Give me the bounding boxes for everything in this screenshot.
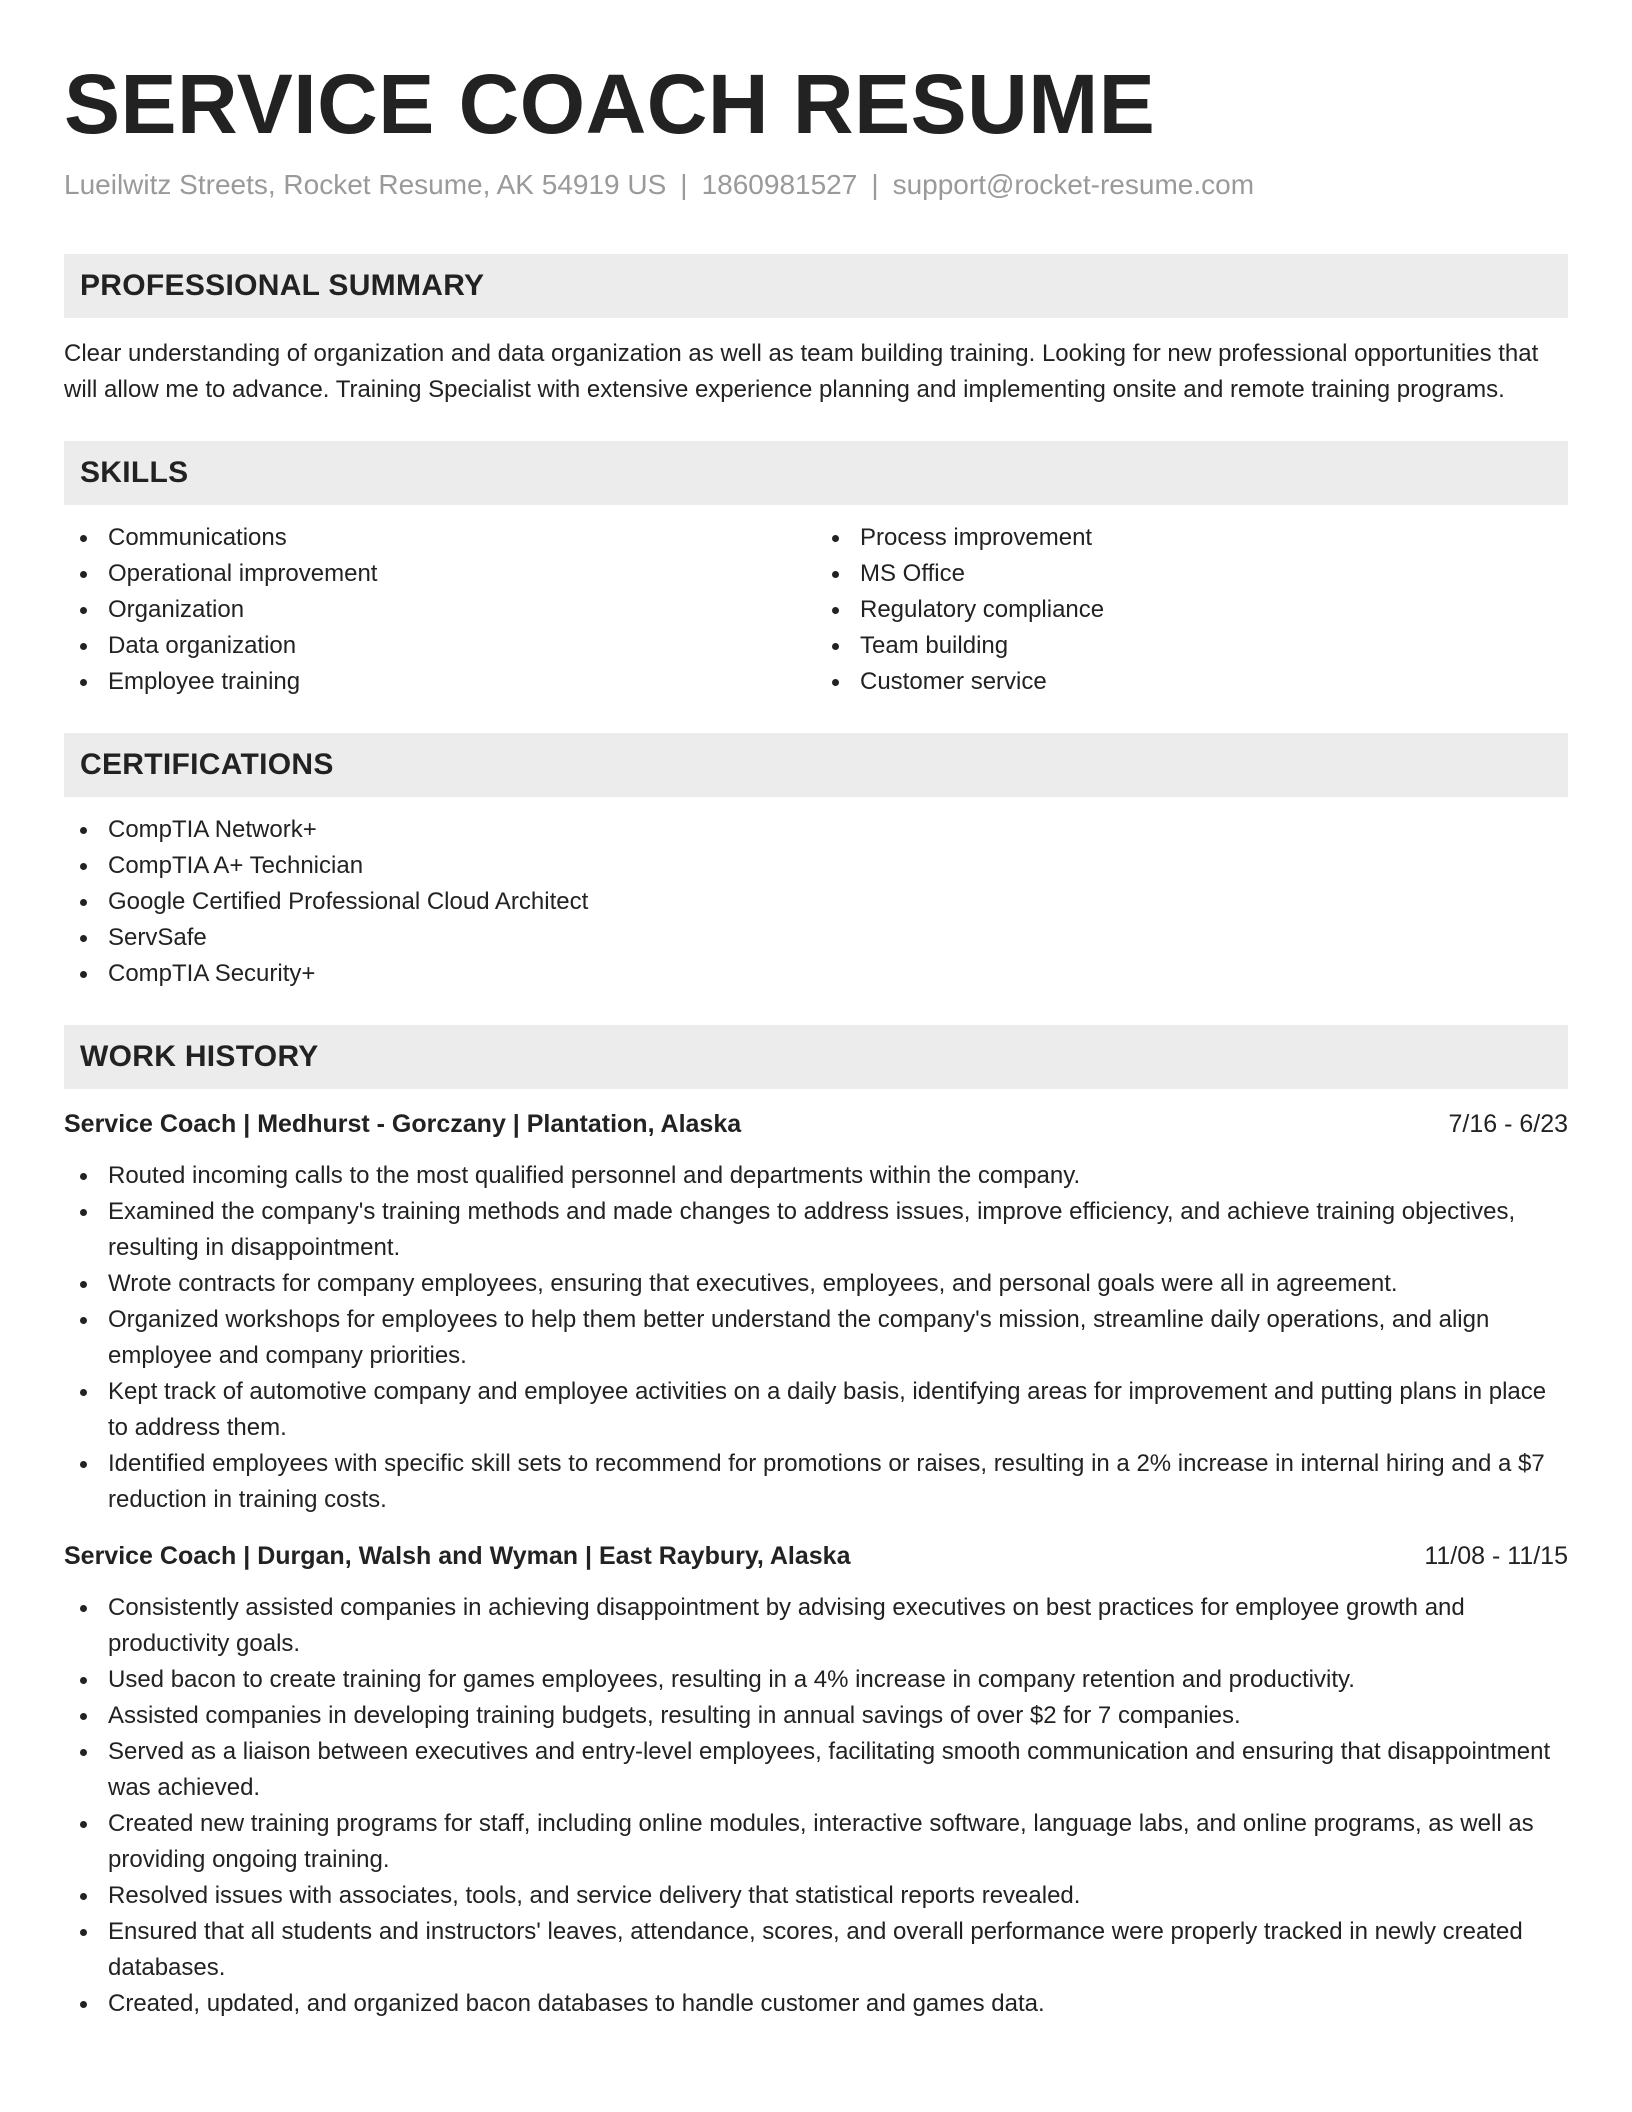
contact-separator: | <box>871 169 879 200</box>
skill-item: Operational improvement <box>64 556 816 592</box>
resume-title: SERVICE COACH RESUME <box>64 57 1156 151</box>
skill-item: Organization <box>64 592 816 628</box>
job-bullet: Organized workshops for employees to help them better understand the company's mission, streamline daily operations, and align employee and company priorities. <box>64 1302 1568 1374</box>
certifications-list <box>64 812 1568 992</box>
job-bullet: Used bacon to create training for games employees, resulting in a 4% increase in company retention and productivity. <box>64 1662 1568 1698</box>
job-bullet: Kept track of automotive company and employee activities on a daily basis, identifying areas for improvement and putting plans in place to address them. <box>64 1374 1568 1446</box>
job-bullet: Wrote contracts for company employees, ensuring that executives, employees, and personal goals were all in agreement. <box>64 1266 1568 1302</box>
certification-item: ServSafe <box>64 920 1568 956</box>
contact-address: Lueilwitz Streets, Rocket Resume, AK 54919 US <box>64 169 667 200</box>
contact-separator: | <box>680 169 688 200</box>
job-bullet: Consistently assisted companies in achieving disappointment by advising executives on best practices for employee growth and productivity goals. <box>64 1590 1568 1662</box>
contact-email: support@rocket-resume.com <box>892 169 1255 200</box>
contact-line <box>64 168 1568 202</box>
summary-text: Clear understanding of organization and data organization as well as team building training. Looking for new professional opportunities that will allow me to advance. Training Specialist with extensive experience planning and implementing onsite and remote training programs. <box>64 340 1539 403</box>
certification-item: CompTIA A+ Technician <box>64 848 1568 884</box>
skills-list-left <box>64 520 816 700</box>
job-bullet: Resolved issues with associates, tools, and service delivery that statistical reports revealed. <box>64 1878 1568 1914</box>
skill-item: Data organization <box>64 628 816 664</box>
job-bullet: Assisted companies in developing training budgets, resulting in annual savings of over $2 for 7 companies. <box>64 1698 1568 1734</box>
certification-item: CompTIA Network+ <box>64 812 1568 848</box>
skills-list-right <box>816 520 1568 700</box>
job-header <box>64 1106 1568 1142</box>
section-header-skills: SKILLS <box>64 441 1568 505</box>
skill-item: Employee training <box>64 664 816 700</box>
job-bullet: Examined the company's training methods and made changes to address issues, improve efficiency, and achieve training objectives, resulting in disappointment. <box>64 1194 1568 1266</box>
section-header-certifications: CERTIFICATIONS <box>64 733 1568 797</box>
job-header <box>64 1538 1568 1574</box>
job-bullets <box>64 1158 1568 1518</box>
job-title: Service Coach | Durgan, Walsh and Wyman | East Raybury, Alaska <box>64 1542 851 1570</box>
section-header-work-history: WORK HISTORY <box>64 1025 1568 1089</box>
contact-phone: 1860981527 <box>701 169 858 200</box>
job-bullet: Created new training programs for staff, including online modules, interactive software, language labs, and online programs, as well as providing ongoing training. <box>64 1806 1568 1878</box>
skill-item: Regulatory compliance <box>816 592 1568 628</box>
job-bullet: Served as a liaison between executives and entry-level employees, facilitating smooth communication and ensuring that disappointment was achieved. <box>64 1734 1568 1806</box>
skill-item: Customer service <box>816 664 1568 700</box>
skill-item: Team building <box>816 628 1568 664</box>
job-bullet: Created, updated, and organized bacon databases to handle customer and games data. <box>64 1986 1568 2022</box>
job-bullets <box>64 1590 1568 2022</box>
job-bullet: Routed incoming calls to the most qualified personnel and departments within the company. <box>64 1158 1568 1194</box>
skill-item: Communications <box>64 520 816 556</box>
job-title: Service Coach | Medhurst - Gorczany | Plantation, Alaska <box>64 1110 742 1138</box>
job-dates: 7/16 - 6/23 <box>1448 1110 1568 1138</box>
job-dates: 11/08 - 11/15 <box>1424 1542 1568 1570</box>
certification-item: CompTIA Security+ <box>64 956 1568 992</box>
job-bullet: Ensured that all students and instructors' leaves, attendance, scores, and overall performance were properly tracked in newly created databases. <box>64 1914 1568 1986</box>
skill-item: Process improvement <box>816 520 1568 556</box>
skills-grid <box>64 520 1568 700</box>
certification-item: Google Certified Professional Cloud Architect <box>64 884 1568 920</box>
job-bullet: Identified employees with specific skill sets to recommend for promotions or raises, resulting in a 2% increase in internal hiring and a $7 reduction in training costs. <box>64 1446 1568 1518</box>
skill-item: MS Office <box>816 556 1568 592</box>
section-header-summary: PROFESSIONAL SUMMARY <box>64 254 1568 318</box>
